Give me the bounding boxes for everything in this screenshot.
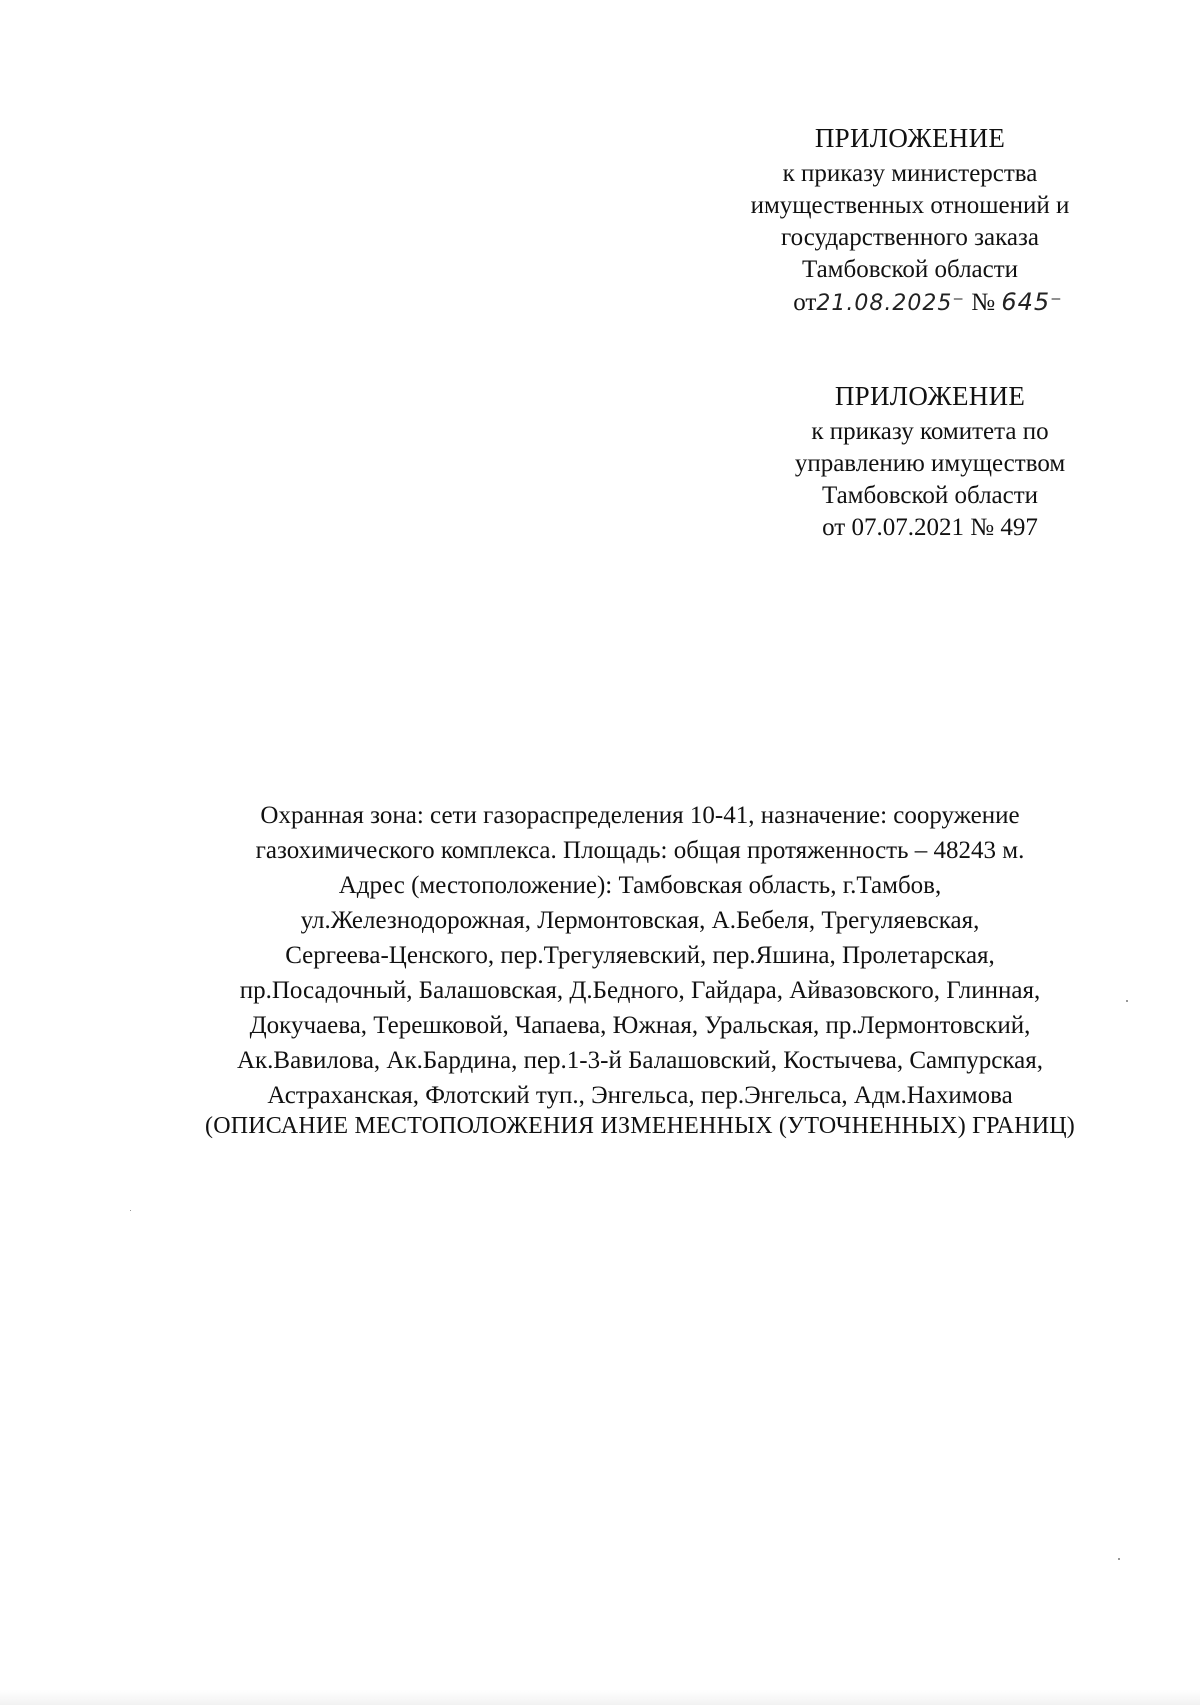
- scan-speck: [130, 1210, 131, 1211]
- handwritten-number: 645: [1001, 288, 1051, 316]
- text-line: Охранная зона: сети газораспределения 10-41, назначение: сооружение: [260, 802, 1020, 829]
- date-prefix: от: [793, 289, 817, 316]
- text-line: пр.Посадочный, Балашовская, Д.Бедного, Гайдара, Айвазовского, Глинная,: [239, 977, 1041, 1004]
- appendix-date-line: [700, 286, 1120, 320]
- appendix-line: управлению имуществом: [794, 450, 1066, 477]
- handwritten-dash: ⁻: [952, 291, 965, 316]
- text-line: Ак.Вавилова, Ак.Бардина, пер.1-3-й Балашовский, Костычева, Сампурская,: [236, 1047, 1044, 1074]
- text-line: Докучаева, Терешковой, Чапаева, Южная, Уральская, пр.Лермонтовский,: [249, 1012, 1031, 1039]
- scan-speck: [1126, 1000, 1128, 1002]
- scan-speck: [1118, 1558, 1120, 1560]
- handwritten-date: 21.08.2025: [816, 291, 953, 316]
- text-line: Сергеева-Ценского, пер.Трегуляевский, пер.Яшина, Пролетарская,: [285, 942, 995, 969]
- appendix-line: Тамбовской области: [821, 482, 1039, 509]
- appendix-line: от 07.07.2021 № 497: [822, 514, 1038, 541]
- description-heading: (ОПИСАНИЕ МЕСТОПОЛОЖЕНИЯ ИЗМЕНЕННЫХ (УТОЧНЕННЫХ) ГРАНИЦ): [205, 1113, 1075, 1139]
- appendix-current: [700, 120, 1120, 320]
- protection-zone-description: [170, 798, 1110, 1113]
- number-prefix: №: [971, 289, 996, 316]
- appendix-line: государственного заказа: [781, 224, 1039, 251]
- appendix-line: к приказу министерства: [782, 160, 1038, 187]
- text-line: газохимического комплекса. Площадь: общая протяженность – 48243 м.: [255, 837, 1025, 864]
- scan-bottom-edge: [0, 1690, 1200, 1705]
- text-line: Адрес (местоположение): Тамбовская область, г.Тамбов,: [338, 872, 942, 899]
- appendix-previous: [740, 378, 1120, 544]
- appendix-line: Тамбовской области: [801, 256, 1019, 283]
- text-line: ул.Железнодорожная, Лермонтовская, А.Бебеля, Трегуляевская,: [300, 907, 980, 934]
- appendix-line: к приказу комитета по: [811, 418, 1049, 445]
- appendix-title: ПРИЛОЖЕНИЕ: [834, 381, 1026, 411]
- handwritten-dash: ⁻: [1050, 291, 1063, 316]
- appendix-title: ПРИЛОЖЕНИЕ: [814, 123, 1006, 153]
- text-line: Астраханская, Флотский туп., Энгельса, пер.Энгельса, Адм.Нахимова: [267, 1082, 1013, 1109]
- appendix-line: имущественных отношений и: [750, 192, 1070, 219]
